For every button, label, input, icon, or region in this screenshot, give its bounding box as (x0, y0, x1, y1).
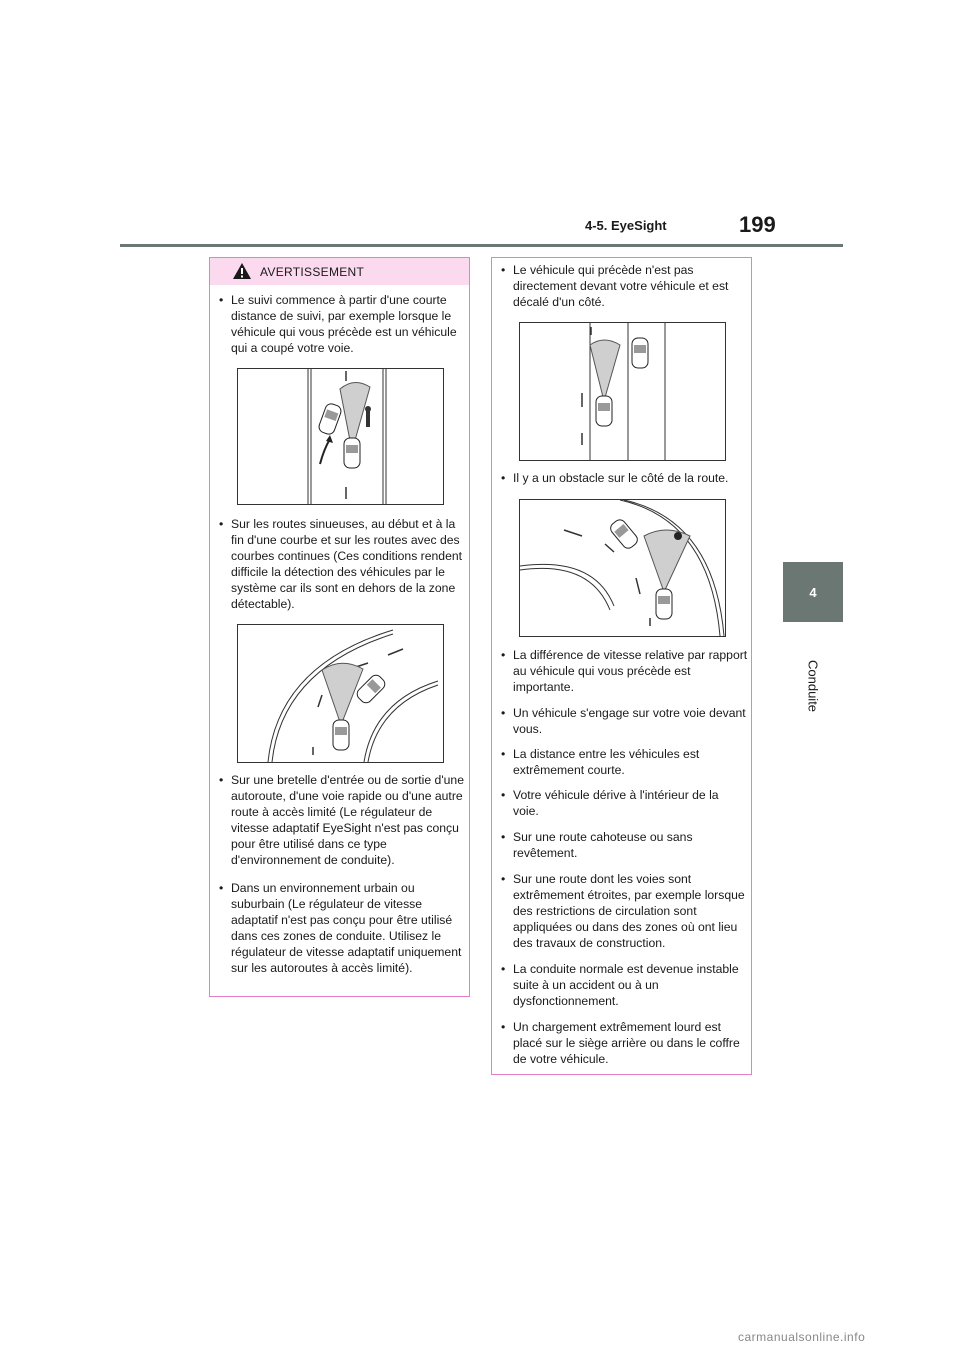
warning-header (210, 258, 469, 285)
list-item: • Le suivi commence à partir d'une courte distance de suivi, par exemple lorsque le véhicule qui vous précède est un véhicule qui a coupé votre voie. (214, 292, 464, 356)
warning-box (209, 257, 470, 997)
section-title: 4-5. EyeSight (585, 218, 667, 233)
figure-roadside-obstacle (519, 499, 726, 637)
chapter-number: 4 (809, 584, 817, 600)
list-item: • Sur une route dont les voies sont extrêmement étroites, par exemple lorsque des restrictions de circulation sont appliquées ou dans des zones où ont lieu des travaux de construction. (496, 871, 748, 951)
list-item: • Sur une bretelle d'entrée ou de sortie d'une autoroute, d'une voie rapide ou d'une autre route à accès limité (Le régulateur de vitesse adaptatif EyeSight n'est pas conçu pour être utilisé dans ce type d'environnement de conduite). (214, 772, 466, 868)
header-divider (120, 244, 843, 247)
list-item: • Un chargement extrêmement lourd est placé sur le siège arrière ou dans le coffre de votre véhicule. (496, 1019, 746, 1067)
list-item: • Votre véhicule dérive à l'intérieur de la voie. (496, 787, 746, 819)
warning-title: AVERTISSEMENT (260, 265, 365, 279)
list-item: • Le véhicule qui précède n'est pas directement devant votre véhicule et est décalé d'un côté. (496, 262, 746, 310)
list-item: • La conduite normale est devenue instable suite à un accident ou à un dysfonctionnement. (496, 961, 746, 1009)
list-item: • Il y a un obstacle sur le côté de la route. (496, 470, 746, 486)
figure-offset-vehicle (519, 322, 726, 461)
chapter-title: Conduite (805, 660, 821, 713)
list-item: • La différence de vitesse relative par rapport au véhicule qui vous précède est importante. (496, 647, 748, 695)
page-number: 199 (739, 212, 776, 237)
chapter-tab[interactable] (783, 562, 843, 622)
list-item: • La distance entre les véhicules est extrêmement courte. (496, 746, 746, 778)
conditions-box (491, 257, 752, 1075)
list-item: • Sur une route cahoteuse ou sans revêtement. (496, 829, 746, 861)
figure-cut-in-vehicle (237, 368, 444, 505)
figure-winding-road (237, 624, 444, 763)
watermark: carmanualsonline.info (738, 1330, 866, 1344)
list-item: • Un véhicule s'engage sur votre voie devant vous. (496, 705, 746, 737)
warning-triangle-icon (232, 262, 252, 280)
list-item: • Dans un environnement urbain ou suburbain (Le régulateur de vitesse adaptatif n'est pas conçu pour être utilisé dans ces zones de conduite. Utilisez le régulateur de vitesse adaptatif uniquement sur les autoroutes à accès limité). (214, 880, 464, 976)
list-item: • Sur les routes sinueuses, au début et à la fin d'une courbe et sur les routes avec des courbes continues (Ces conditions rendent difficile la détection des véhicules par le système car ils sont en dehors de la zone détectable). (214, 516, 464, 612)
